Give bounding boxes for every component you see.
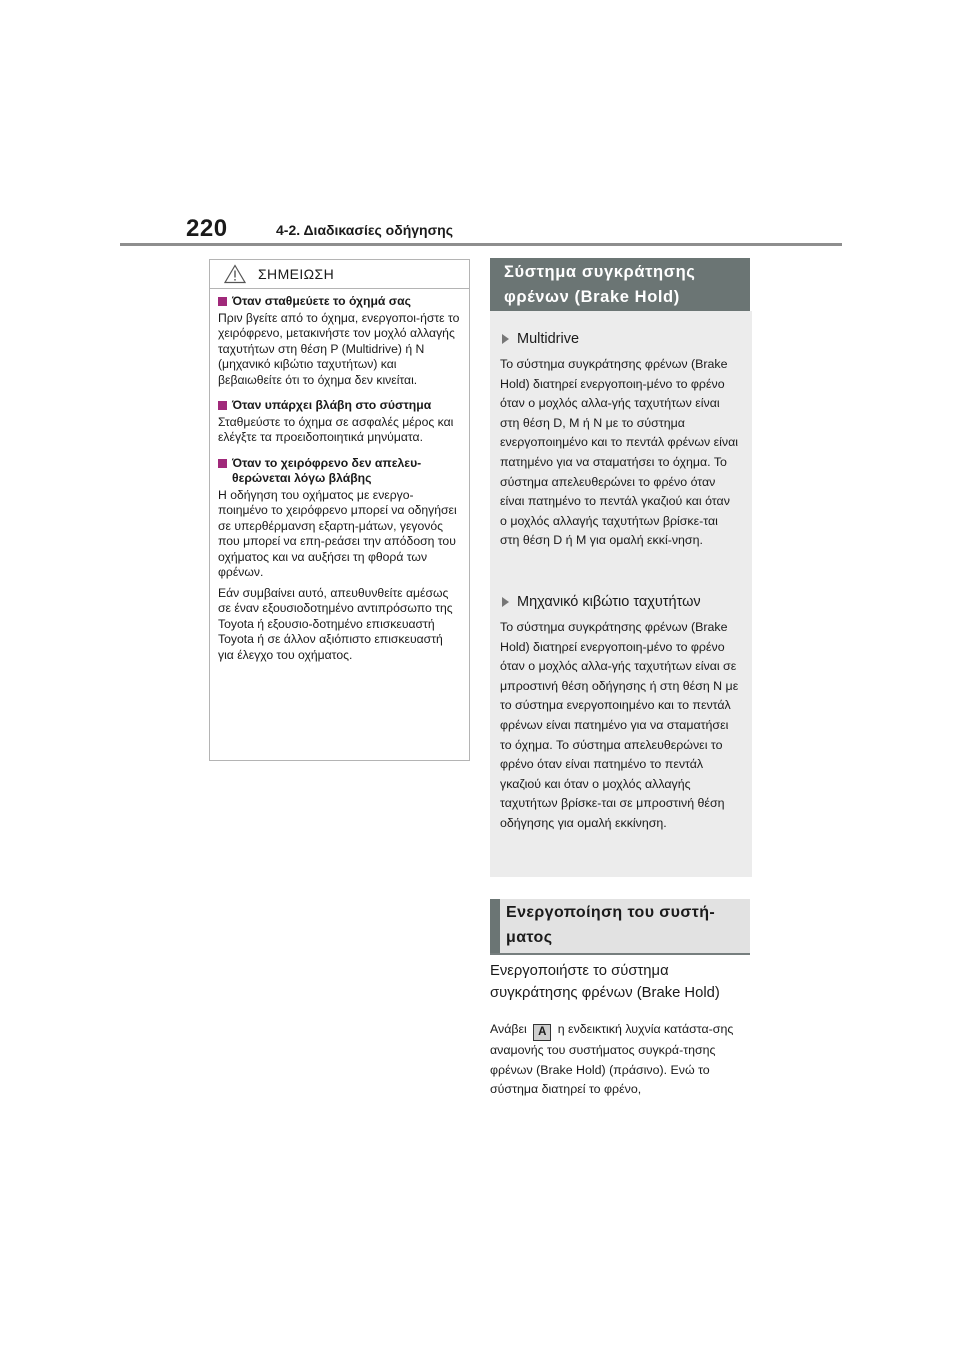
heading-accent-bar — [490, 899, 500, 953]
note-paragraph: Πριν βγείτε από το όχημα, ενεργοποι-ήστε το χειρόφρενο, μετακινήστε τον μοχλό αλλαγής ταχυτήτων στη θέση P (Multidrive) ή N (μηχανικό κιβώτιο ταχυτήτων) και βεβαιωθείτε ότι το όχημα δεν κινείται. — [218, 310, 460, 387]
square-bullet-icon — [218, 297, 227, 306]
note-section-heading: Όταν υπάρχει βλάβη στο σύστημα — [218, 398, 461, 414]
note-paragraph: Εάν συμβαίνει αυτό, απευθυνθείτε αμέσως σε έναν εξουσιοδοτημένο αντιπρόσωπο της Toyota ή εξουσιο-δοτημένο επισκευαστή Toyota ή σε άλλον αξιόπιστο επισκευαστή για έλεγχο του οχήματος. — [218, 585, 453, 662]
indicator-badge: A — [533, 1024, 551, 1041]
note-paragraph: Σταθμεύστε το όχημα σε ασφαλές μέρος και ελέγξτε τα προειδοποιητικά μηνύματα. — [218, 414, 454, 444]
manual-transmission-subheading: Μηχανικό κιβώτιο ταχυτήτων — [502, 594, 701, 610]
activation-description: Ανάβει A η ενδεικτική λυχνία κατάστα-σης αναμονής του συστήματος συγκρά-τησης φρένων (Brake Hold) (πράσινο). Ενώ το σύστημα διατηρεί το φρένο, — [490, 1022, 734, 1097]
activation-section-title: Ενεργοποίηση του συστή-ματος — [490, 899, 750, 955]
square-bullet-icon — [218, 459, 227, 468]
manual-transmission-description: Το σύστημα συγκράτησης φρένων (Brake Hold) διατηρεί ενεργοποιη-μένο το φρένο όταν ο μοχλός αλλα-γής ταχυτήτων είναι σε μπροστινή θέση οδήγησης ή στη θέση N με το σύστημα ενεργοποιημένο και το πεντάλ φρένων είναι πατημένο για να σταματήσει το όχημα. Το σύστημα απελευθερώνει το φρένο όταν είναι πατημένο το πεντάλ γκαζιού και όταν ο μοχλός αλλαγής ταχυτήτων βρίσκε-ται σε μπροστινή θέση οδήγησης για ομαλή εκκίνηση. — [500, 620, 739, 830]
section-reference: 4-2. Διαδικασίες οδήγησης — [276, 222, 454, 238]
page-number: 220 — [186, 215, 228, 242]
note-paragraph: Η οδήγηση του οχήματος με ενεργο-ποιημένο το χειρόφρενο μπορεί να οδηγήσει σε υπερθέρμανση εξαρτη-μάτων, γεγονός που μπορεί να επη-ρεάσει την απόδοση του οχήματος και να αυξήσει τη φθορά των φρένων. — [218, 487, 457, 579]
warning-triangle-icon — [224, 264, 246, 289]
multidrive-subheading: Multidrive — [502, 331, 579, 347]
brake-hold-panel — [490, 311, 752, 877]
triangle-bullet-icon — [502, 597, 509, 607]
note-section-heading: Όταν το χειρόφρενο δεν απελευ-θερώνεται λόγω βλάβης — [218, 456, 461, 487]
multidrive-description: Το σύστημα συγκράτησης φρένων (Brake Hold) διατηρεί ενεργοποιη-μένο το φρένο όταν ο μοχλός αλλα-γής ταχυτήτων είναι στη θέση D, M ή N με το σύστημα ενεργοποιημένο και το πεντάλ φρένων είναι πατημένο για να σταματήσει το όχημα. Το σύστημα απελευθερώνει το φρένο όταν είναι πατημένο το πεντάλ γκαζιού και όταν ο μοχλός αλλαγής ταχυτήτων βρίσκε-ται στη θέση D ή M για ομαλή εκκί-νηση. — [500, 357, 739, 548]
note-section-heading: Όταν σταθμεύετε το όχημά σας — [218, 294, 461, 310]
square-bullet-icon — [218, 401, 227, 410]
note-box — [209, 259, 470, 761]
page-header — [120, 212, 842, 246]
note-body — [210, 289, 469, 663]
triangle-bullet-icon — [502, 334, 509, 344]
brake-hold-section-title: Σύστημα συγκράτησης φρένων (Brake Hold) — [490, 258, 750, 311]
note-header — [210, 260, 469, 289]
header-divider — [120, 243, 842, 246]
note-title: ΣΗΜΕΙΩΣΗ — [258, 266, 335, 282]
activation-instruction: Ενεργοποιήστε το σύστημα συγκράτησης φρένων (Brake Hold) — [490, 963, 720, 1001]
